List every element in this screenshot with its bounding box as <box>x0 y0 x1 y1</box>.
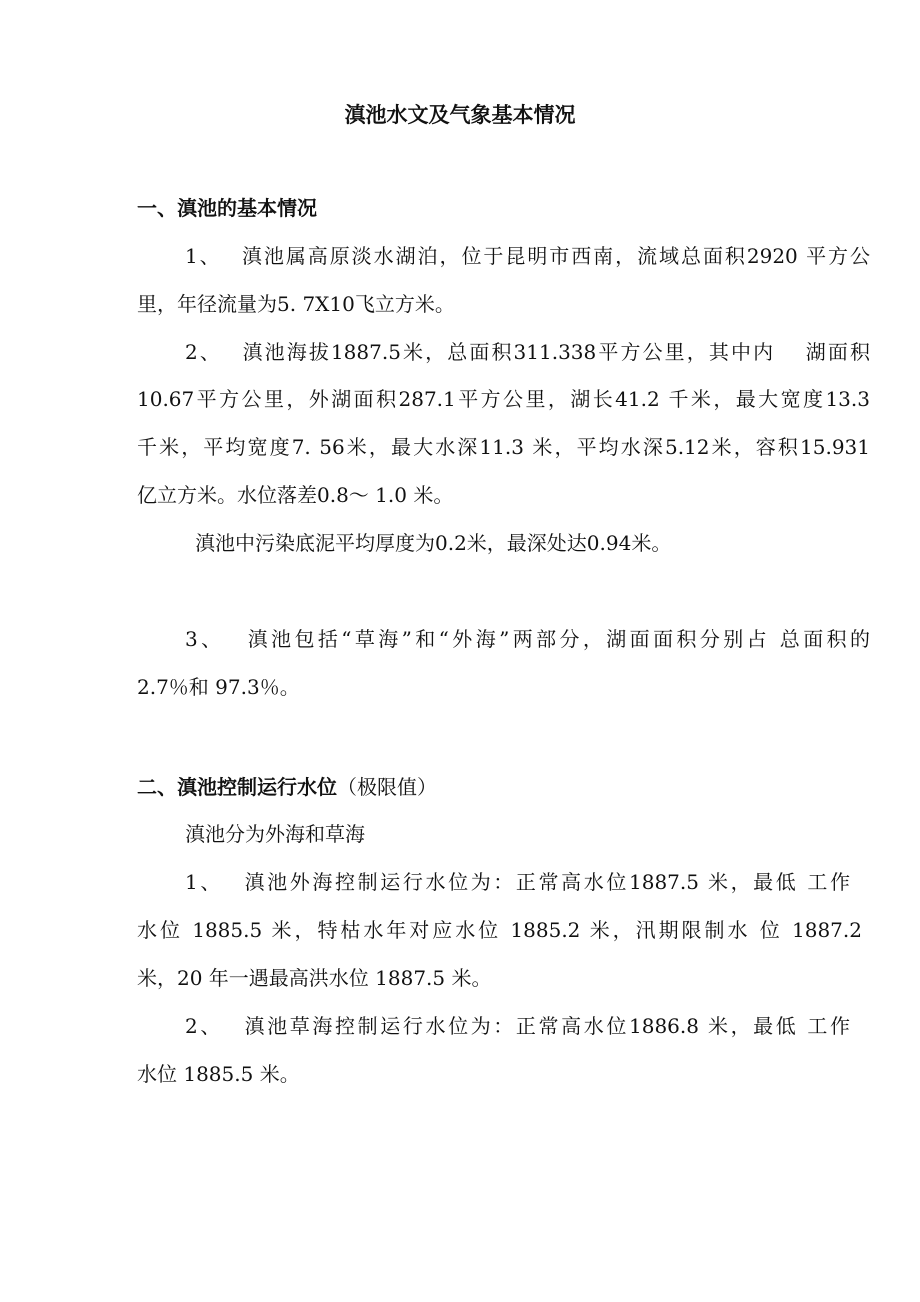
s1-item2-line3: 千米，平均宽度7. 56米，最大水深11.3 米，平均水深5.12米，容积15.931 <box>137 435 870 459</box>
document-title: 滇池水文及气象基本情况 <box>344 102 576 127</box>
section2-heading: 二、滇池控制运行水位 <box>137 775 337 799</box>
s2-intro: 滇池分为外海和草海 <box>185 822 365 846</box>
s1-item2-line4: 亿立方米。水位落差0.8〜 1.0 米。 <box>137 483 454 507</box>
s2-item2-line1: 2、 滇池草海控制运行水位为：正常高水位1886.8 米，最低 工作 <box>185 1014 850 1038</box>
section1-heading: 一、滇池的基本情况 <box>137 196 317 220</box>
s1-item1-line1: 1、 滇池属高原淡水湖泊，位于昆明市西南，流域总面积2920 平方公 <box>185 244 870 268</box>
s2-item1-line2: 水位 1885.5 米，特枯水年对应水位 1885.2 米，汛期限制水 位 1887.2 <box>137 918 862 942</box>
s1-item1-line2: 里，年径流量为5. 7X10飞立方米。 <box>137 292 455 316</box>
s1-item3-line1: 3、 滇池包括“草海”和“外海”两部分，湖面面积分别占 总面积的 <box>185 627 870 651</box>
s2-item1-line3: 米，20 年一遇最高洪水位 1887.5 米。 <box>137 966 492 990</box>
s1-sediment: 滇池中污染底泥平均厚度为0.2米，最深处达0.94米。 <box>195 531 672 555</box>
s1-item2-line1: 2、 滇池海拔1887.5米，总面积311.338平方公里，其中内 湖面积 <box>185 340 870 364</box>
s2-item1-line1: 1、 滇池外海控制运行水位为：正常高水位1887.5 米，最低 工作 <box>185 870 850 894</box>
s2-item2-line2: 水位 1885.5 米。 <box>137 1062 300 1086</box>
s1-item2-line2: 10.67平方公里，外湖面积287.1平方公里，湖长41.2 千米，最大宽度13.3 <box>137 387 870 411</box>
section2-heading-line <box>137 772 870 802</box>
s1-item3-line2: 2.7％和 97.3％。 <box>137 675 300 699</box>
section2-heading-note: （极限值） <box>337 775 437 799</box>
